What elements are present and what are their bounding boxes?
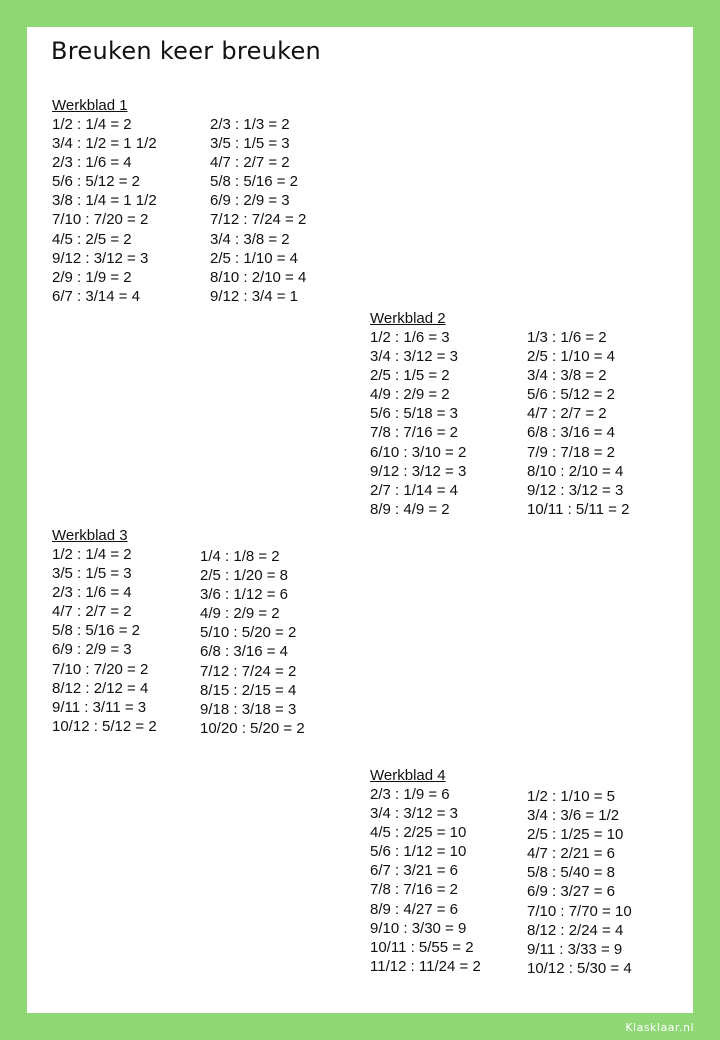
exercise: 8/10 : 2/10 = 4 — [210, 268, 307, 286]
worksheet-page — [27, 27, 693, 1013]
exercise: 2/9 : 1/9 = 2 — [52, 268, 132, 286]
exercise: 2/5 : 1/10 = 4 — [210, 249, 298, 267]
exercise: 2/3 : 1/3 = 2 — [210, 116, 290, 133]
exercise: 10/20 : 5/20 = 2 — [200, 719, 305, 737]
exercise: 1/2 : 1/6 = 3 — [370, 329, 450, 346]
exercise: 8/9 : 4/27 = 6 — [370, 900, 458, 918]
exercise: 4/9 : 2/9 = 2 — [200, 605, 280, 623]
exercise: 8/12 : 2/12 = 4 — [52, 679, 149, 697]
worksheet-4-heading: Werkblad 4 — [370, 767, 446, 784]
exercise: 1/3 : 1/6 = 2 — [527, 329, 607, 346]
exercise: 3/4 : 3/8 = 2 — [527, 367, 607, 385]
exercise: 9/18 : 3/18 = 3 — [200, 700, 297, 718]
exercise: 1/2 : 1/4 = 2 — [52, 546, 132, 563]
page-title: Breuken keer breuken — [51, 37, 322, 65]
exercise: 7/10 : 7/20 = 2 — [52, 211, 149, 229]
exercise: 1/2 : 1/10 = 5 — [527, 788, 615, 805]
exercise: 3/4 : 3/12 = 3 — [370, 805, 458, 823]
exercise: 10/11 : 5/55 = 2 — [370, 938, 474, 956]
exercise: 7/8 : 7/16 = 2 — [370, 424, 458, 442]
exercise: 4/9 : 2/9 = 2 — [370, 386, 450, 404]
exercise: 11/12 : 11/24 = 2 — [370, 957, 481, 975]
worksheet-4 — [370, 766, 632, 977]
exercise: 8/9 : 4/9 = 2 — [370, 500, 450, 518]
exercise: 1/2 : 1/4 = 2 — [52, 116, 132, 133]
exercise: 5/6 : 5/12 = 2 — [527, 386, 615, 404]
exercise: 6/9 : 3/27 = 6 — [527, 883, 615, 901]
exercise: 3/4 : 3/12 = 3 — [370, 348, 458, 366]
worksheet-4-col1 — [370, 785, 481, 976]
exercise: 10/11 : 5/11 = 2 — [527, 500, 630, 518]
exercise: 4/7 : 2/21 = 6 — [527, 845, 615, 863]
exercise: 5/6 : 1/12 = 10 — [370, 843, 467, 861]
worksheet-3-col1 — [52, 545, 157, 736]
exercise: 3/5 : 1/5 = 3 — [52, 565, 132, 583]
exercise: 3/6 : 1/12 = 6 — [200, 586, 288, 604]
worksheet-3 — [52, 526, 305, 737]
exercise: 2/3 : 1/6 = 4 — [52, 154, 132, 172]
exercise: 8/15 : 2/15 = 4 — [200, 681, 297, 699]
exercise: 3/5 : 1/5 = 3 — [210, 135, 290, 153]
exercise: 7/9 : 7/18 = 2 — [527, 443, 615, 461]
exercise: 1/4 : 1/8 = 2 — [200, 548, 280, 565]
exercise: 5/8 : 5/40 = 8 — [527, 864, 615, 882]
exercise: 9/11 : 3/11 = 3 — [52, 698, 147, 716]
exercise: 9/11 : 3/33 = 9 — [527, 940, 623, 958]
worksheet-1-col2 — [210, 115, 306, 306]
exercise: 2/7 : 1/14 = 4 — [370, 481, 458, 499]
exercise: 7/10 : 7/20 = 2 — [52, 660, 149, 678]
exercise: 6/8 : 3/16 = 4 — [527, 424, 615, 442]
exercise: 5/8 : 5/16 = 2 — [210, 173, 298, 191]
worksheet-2-col2 — [527, 328, 629, 519]
exercise: 9/12 : 3/12 = 3 — [52, 249, 149, 267]
exercise: 7/12 : 7/24 = 2 — [200, 662, 297, 680]
exercise: 8/10 : 2/10 = 4 — [527, 462, 624, 480]
worksheet-2-col1 — [370, 328, 466, 519]
exercise: 4/7 : 2/7 = 2 — [527, 405, 607, 423]
exercise: 7/12 : 7/24 = 2 — [210, 211, 307, 229]
exercise: 2/5 : 1/25 = 10 — [527, 826, 624, 844]
exercise: 5/6 : 5/12 = 2 — [52, 173, 140, 191]
exercise: 2/3 : 1/9 = 6 — [370, 786, 450, 803]
worksheet-3-heading: Werkblad 3 — [52, 527, 128, 544]
exercise: 6/7 : 3/21 = 6 — [370, 862, 458, 880]
worksheet-3-col2 — [200, 547, 305, 738]
worksheet-1-heading: Werkblad 1 — [52, 97, 128, 114]
exercise: 9/12 : 3/12 = 3 — [370, 462, 467, 480]
exercise: 6/7 : 3/14 = 4 — [52, 287, 140, 305]
exercise: 3/8 : 1/4 = 1 1/2 — [52, 192, 157, 210]
exercise: 3/4 : 3/6 = 1/2 — [527, 807, 620, 825]
exercise: 4/7 : 2/7 = 2 — [52, 603, 132, 621]
worksheet-2 — [370, 309, 630, 518]
exercise: 9/12 : 3/12 = 3 — [527, 481, 624, 499]
worksheet-1 — [52, 96, 307, 305]
exercise: 8/12 : 2/24 = 4 — [527, 921, 624, 939]
exercise: 5/6 : 5/18 = 3 — [370, 405, 458, 423]
footer-brand: Klasklaar.nl — [625, 1021, 694, 1034]
exercise: 9/12 : 3/4 = 1 — [210, 287, 298, 305]
exercise: 3/4 : 3/8 = 2 — [210, 230, 290, 248]
exercise: 6/9 : 2/9 = 3 — [210, 192, 290, 210]
exercise: 10/12 : 5/30 = 4 — [527, 959, 632, 977]
exercise: 2/3 : 1/6 = 4 — [52, 584, 132, 602]
worksheet-4-col2 — [527, 787, 632, 978]
exercise: 6/8 : 3/16 = 4 — [200, 643, 288, 661]
exercise: 2/5 : 1/10 = 4 — [527, 348, 615, 366]
exercise: 2/5 : 1/20 = 8 — [200, 567, 288, 585]
exercise: 7/8 : 7/16 = 2 — [370, 881, 458, 899]
worksheet-2-heading: Werkblad 2 — [370, 310, 446, 327]
worksheet-1-col1 — [52, 115, 157, 306]
exercise: 5/10 : 5/20 = 2 — [200, 624, 297, 642]
exercise: 5/8 : 5/16 = 2 — [52, 622, 140, 640]
exercise: 3/4 : 1/2 = 1 1/2 — [52, 135, 157, 153]
exercise: 6/10 : 3/10 = 2 — [370, 443, 467, 461]
exercise: 6/9 : 2/9 = 3 — [52, 641, 132, 659]
exercise: 4/5 : 2/5 = 2 — [52, 230, 132, 248]
exercise: 10/12 : 5/12 = 2 — [52, 717, 157, 735]
exercise: 7/10 : 7/70 = 10 — [527, 902, 632, 920]
exercise: 9/10 : 3/30 = 9 — [370, 919, 467, 937]
exercise: 2/5 : 1/5 = 2 — [370, 367, 450, 385]
exercise: 4/7 : 2/7 = 2 — [210, 154, 290, 172]
exercise: 4/5 : 2/25 = 10 — [370, 824, 467, 842]
